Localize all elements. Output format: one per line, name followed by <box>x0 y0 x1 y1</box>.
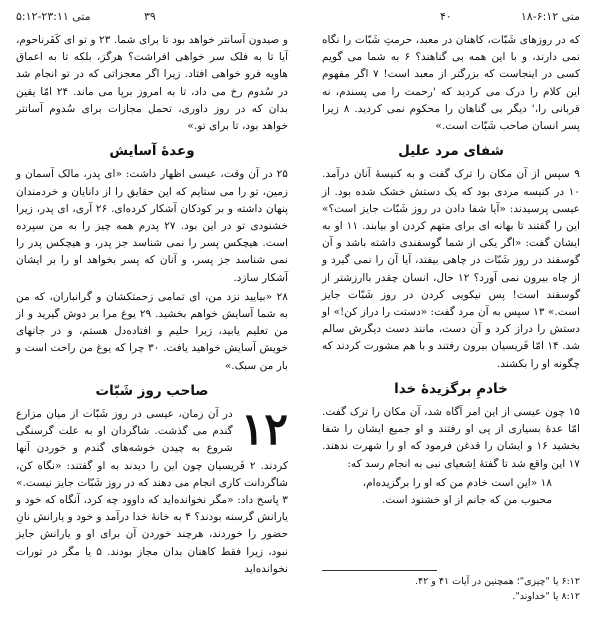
right-column <box>322 32 580 509</box>
section-heading-rest-promise: وعدهٔ آسایش <box>109 143 195 160</box>
rest-invitation-paragraph: ۲۸ «بیایید نزد من، ای تمامی زحمتکشان و گرانباران، که من به شما آسایش خواهم بخشید. ۲۹ یوغ مرا بر دوش گیرید و از من تعلیم یابید، زیرا حلیم و افتاده‌دل هستم، و در جانهای خویش آسایش خواهید یافت. ۳۰ چرا که یوغ من راحت است و بار من سبک.» <box>16 290 288 372</box>
left-intro-paragraph: و صیدون آسانتر خواهد بود تا برای شما. ۲۳ و تو ای کَفَرناحوم، آیا تا به فلک سر خواهی افراشت؟ هرگز، بلکه تا به اعماق هاویه فرو خواهی افتاد. زیرا اگر معجزاتی که در تو انجام شد در سُدوم رخ می داد، تا به امروز برپا می ماند. ۲۴ امّا یقین بدان که در روز داوری، تحمل مجازات برای سُدوم آسانتر خواهد بود، تا برای تو.» <box>16 34 288 133</box>
poetry-line: ۱۸ «این است خادم من که او را برگزیده‌ام، <box>362 476 552 489</box>
right-running-header-ref: متی ۶:۱۲-۱۸ <box>520 10 580 23</box>
chosen-servant-paragraph: ۱۵ چون عیسی از این امر آگاه شد، آن مکان را ترک گفت. امّا عدهٔ بسیاری از پی او رفتند و او جمیع ایشان را شفا بخشید ۱۶ و ایشان را قدغن فرمود که او را شهرت ندهند. ۱۷ این واقع شد تا گفتهٔ اِشعیای نبی به انجام رسد که: <box>322 406 581 470</box>
sabbath-paragraph: در آن زمان، عیسی در روز شَبّات از میان مزارع گندم می گذشت. شاگردان او به علت گرسنگی شروع به چیدن خوشه‌های گندم و خوردن آنها کردند. ۲ فَریسیان چون این را دیدند به او گفتند: «نگاه کن، شاگردانت کاری انجام می دهند که در روز شَبّات جایز نیست.» ۳ پاسخ داد: «مگر نخوانده‌اید که داوود چه کرد، آنگاه که خود و یارانش گرسنه بودند؟ ۴ به خانهٔ خدا درآمد و خود و یارانش نانِ حضور را خوردند، هرچند خوردن آن برای او و یارانش جایز نبود، زیرا فقط کاهنان بدان مجاز بودند. ۵ یا مگر در تورات نخوانده‌اید <box>16 408 289 575</box>
left-column <box>16 32 288 580</box>
footnote: ۶:۱۲ یا "چیزی"؛ همچنین در آیات ۴۱ و ۴۲. <box>415 576 580 587</box>
footnote-divider <box>322 570 437 571</box>
section-heading-lord-of-sabbath: صاحب روز شَبّات <box>95 382 209 399</box>
chapter-number: ۱۲ <box>240 404 288 456</box>
rest-promise-paragraph: ۲۵ در آن وقت، عیسی اظهار داشت: «ای پدر، مالک آسمان و زمین، تو را می ستایم که این حقایق را از دانایان و خردمندان پنهان داشته و بر کودکان آشکار کرده‌ای. ۲۶ آری، ای پدر، زیرا خشنودی تو در این بود. ۲۷ پدرم همه چیز را به من سپرده است. هیچکس پسر را نمی شناسد جز پدر، و هیچکس پدر را نمی شناسد جز پسر، و آنان که پسر بخواهد او را بر ایشان آشکار سازد. <box>16 168 288 284</box>
healing-paragraph: ۹ سپس از آن مکان را ترک گفت و به کنیسهٔ آنان درآمد. ۱۰ در کنیسه مردی بود که یک دستش خشک شده بود. از عیسی پرسیدند: «آیا شفا دادن در روز شَبّات جایز است؟» این را گفتند تا بهانه ای برای متهم کردن او بیابند. ۱۱ او به ایشان گفت: «اگر یکی از شما گوسفندی داشته باشد و آن گوسفند در روز شَبّات در چاهی بیفتد، آیا آن را نمی گیرد و از چاه بیرون نمی آورد؟ ۱۲ حال، انسان چقدر باارزشتر از گوسفند است! پس نیکویی کردن در روز شَبّات جایز است.» ۱۳ سپس به آن مرد گفت: «دستت را دراز کن!» او دستش را دراز کرد و آن دست، مانند دست دیگرش سالم شد. ۱۴ امّا فَریسیان بیرون رفتند و با هم مشورت کردند که چگونه او را بکشند. <box>322 168 581 370</box>
footnote: ۸:۱۲ یا "خداوند". <box>512 591 580 602</box>
footnotes <box>322 574 580 604</box>
section-heading-healing: شفای مرد علیل <box>398 143 504 160</box>
left-running-header-ref: متی ۲۳:۱۱-۵:۱۲ <box>16 10 91 23</box>
section-heading-chosen-servant: خادمِ برگزیدهٔ خدا <box>394 380 508 397</box>
right-intro-paragraph: که در روزهای شَبّات، کاهنان در معبد، حرمتِ شَبّات را نگاه نمی دارند، و با این همه بی گناهند؟ ۶ به شما می گویم کسی در اینجاست که بزرگتر از معبد است! ۷ اگر مفهوم این کلام را درک می کردید که 'رحمت را می پسندم، نه قربانی را،' دیگر بی گناهان را محکوم نمی کردید. ۸ زیرا پسر انسان صاحب شَبّات است.» <box>322 34 580 133</box>
right-page-number: ۴۰ <box>440 10 452 23</box>
poetry-line: محبوب من که جانم از او خشنود است. <box>381 494 552 507</box>
left-page-number: ۳۹ <box>144 10 156 23</box>
